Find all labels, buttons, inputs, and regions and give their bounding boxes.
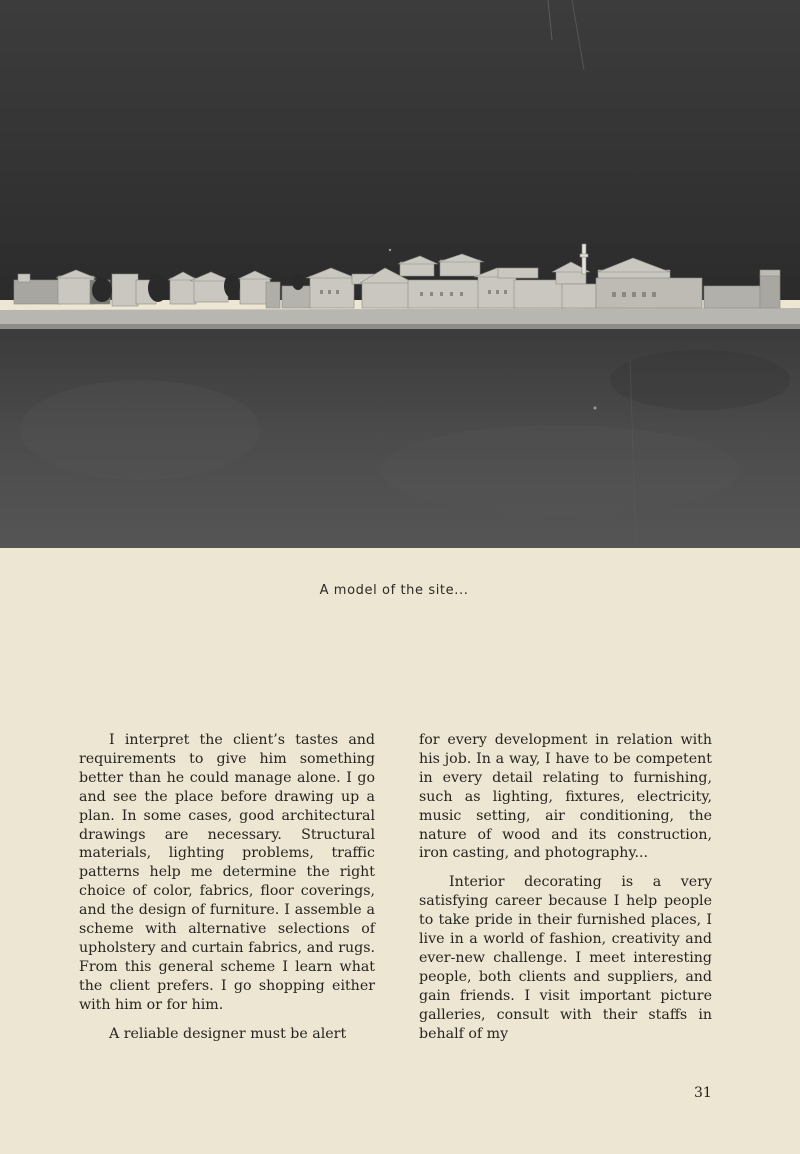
page-number: 31 <box>694 1085 712 1101</box>
paragraph: A reliable designer must be alert <box>109 1025 347 1042</box>
site-model-photo <box>0 0 800 548</box>
text-column-left <box>79 731 375 1044</box>
paragraph: for every development in relation with his job. In a way, I have to be competent in every detail relating to furnishing, such as lighting, fixtures, electricity, music setting, air conditioning, the nature of wood and its construction, iron casting, and photography... <box>419 732 712 862</box>
paragraph: Interior decorating is a very satisfying career because I help people to take pride in their furnished places, I live in a world of fashion, creativity and ever-new challenge. I meet interesting people, both clients and suppliers, and gain friends. I visit important picture galleries, consult with their staffs in behalf of my <box>419 874 712 1042</box>
text-column-right <box>419 731 712 1044</box>
paragraph: I interpret the client’s tastes and requirements to give him something better than he could manage alone. I go and see the place before drawing up a plan. In some cases, good architectural drawings are necessary. Structural materials, lighting problems, traffic patterns help me determine the right choice of color, fabrics, floor coverings, and the design of furniture. I assemble a scheme with alternative selections of upholstery and curtain fabrics, and rugs. From this general scheme I learn what the client prefers. I go shopping either with him or for him. <box>79 732 375 1013</box>
photo-caption: A model of the site... <box>319 583 469 598</box>
sky-backdrop <box>0 0 800 300</box>
